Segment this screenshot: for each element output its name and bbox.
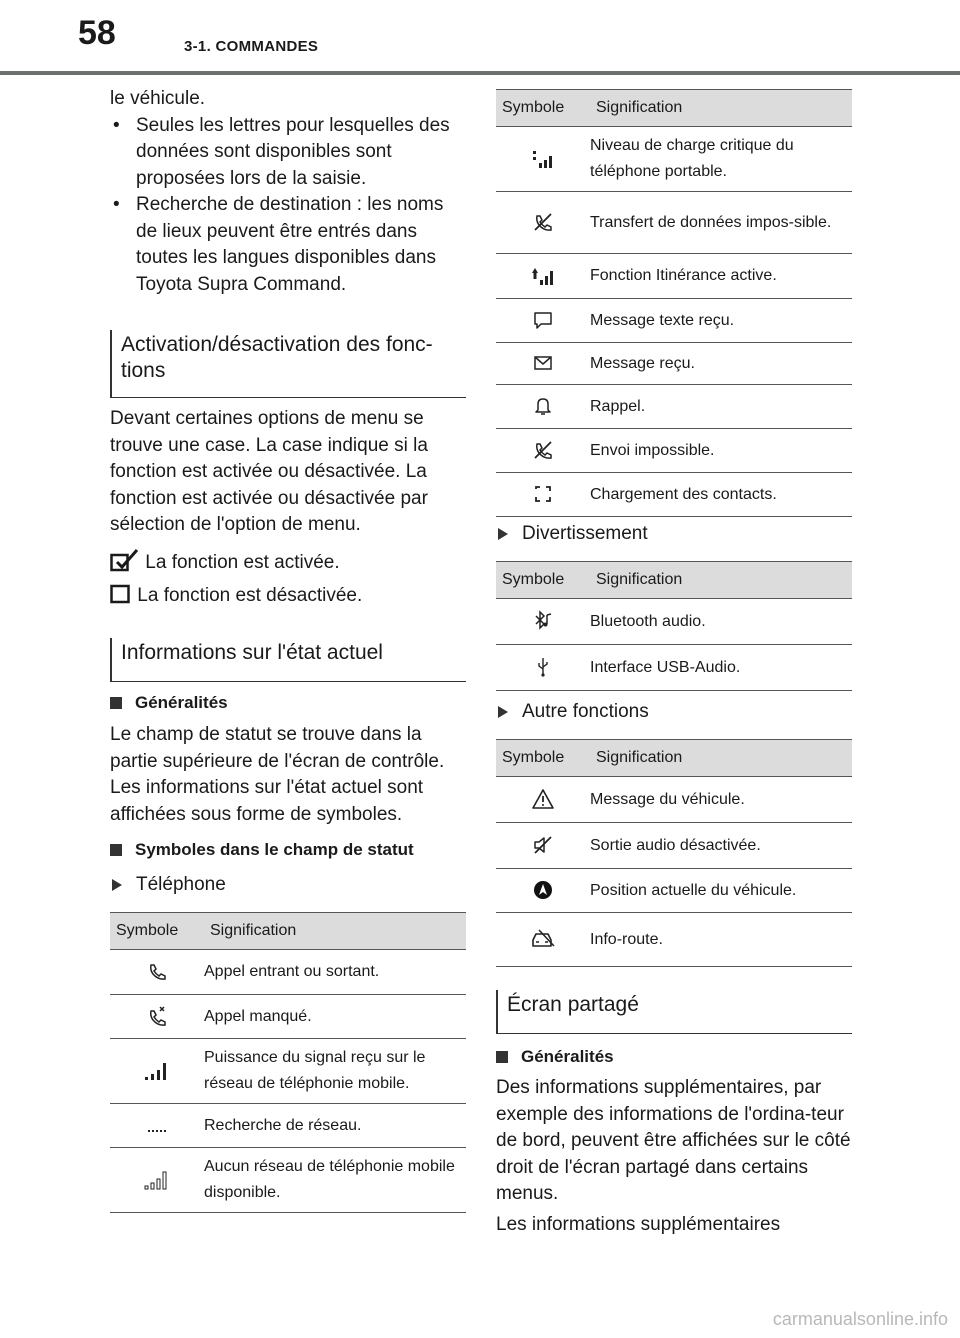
table-row: [496, 645, 852, 691]
other-functions-heading: Autre fonctions: [496, 700, 649, 724]
table-cell-text: Aucun réseau de téléphonie mobile disponible.: [204, 1148, 466, 1213]
transfer-impossible-icon: [532, 211, 554, 233]
other-symbol-table: [496, 739, 852, 967]
heading-status-text: Informations sur l'état actuel: [121, 641, 383, 664]
text-message-icon: [532, 309, 554, 331]
warning-triangle-icon: [531, 788, 555, 810]
col-meaning-header: Signification: [590, 90, 852, 127]
heading-split-text: Écran partagé: [507, 993, 639, 1016]
table-cell-text: Position actuelle du véhicule.: [590, 869, 852, 913]
table-cell-text: Puissance du signal reçu sur le réseau de téléphonie mobile.: [204, 1039, 466, 1104]
heading-status: [110, 638, 466, 682]
col-symbol-header: Symbole: [110, 913, 204, 950]
table-row: [496, 254, 852, 299]
symbols-heading: Symboles dans le champ de statut: [110, 839, 414, 861]
checked-label: La fonction est activée.: [145, 552, 340, 573]
bullet-item: • Recherche de destination : les noms de lieux peuvent être entrés dans toutes les langues disponibles dans Toyota Supra Command.: [110, 192, 466, 298]
heading-split-screen: [496, 990, 852, 1034]
table-row: [496, 823, 852, 869]
checked-line: [110, 548, 340, 575]
table-row: [110, 950, 466, 995]
table-cell-text: Message reçu.: [590, 343, 852, 385]
split-text-2: Les informations supplémentaires: [496, 1214, 781, 1235]
bullet-item: • Seules les lettres pour lesquelles des données sont disponibles sont proposées lors de la saisie.: [110, 113, 466, 193]
table-cell-text: Appel entrant ou sortant.: [204, 950, 466, 995]
table-cell-text: Info-route.: [590, 913, 852, 967]
table-cell-text: Appel manqué.: [204, 995, 466, 1039]
envelope-icon: [532, 352, 554, 374]
header-divider: [0, 71, 960, 75]
split-general-heading: Généralités: [496, 1046, 614, 1068]
col-symbol-header: Symbole: [496, 562, 590, 599]
table-row: [496, 429, 852, 473]
col-meaning-header: Signification: [590, 562, 852, 599]
bluetooth-audio-icon: [531, 610, 555, 632]
table-row: [496, 385, 852, 429]
table-row: [110, 1104, 466, 1148]
table-row: [496, 473, 852, 517]
table-cell-text: Rappel.: [590, 385, 852, 429]
table-header-row: [110, 913, 466, 950]
no-network-icon: [143, 1169, 171, 1191]
table-header-row: [496, 740, 852, 777]
table-cell-text: Envoi impossible.: [590, 429, 852, 473]
general-heading: Généralités: [110, 692, 228, 714]
phone-symbol-table-continued: [496, 89, 852, 517]
send-impossible-icon: [532, 439, 554, 461]
table-header-row: [496, 562, 852, 599]
vehicle-position-icon: [532, 879, 554, 901]
phone-symbol-table: [110, 912, 466, 1213]
table-row: [496, 913, 852, 967]
table-row: [496, 299, 852, 343]
traffic-info-icon: [530, 928, 556, 950]
missed-call-icon: [146, 1005, 168, 1027]
signal-strength-icon: [143, 1060, 171, 1082]
entertainment-symbol-table: [496, 561, 852, 691]
table-row: [496, 599, 852, 645]
table-cell-text: Recherche de réseau.: [204, 1104, 466, 1148]
col-symbol-header: Symbole: [496, 740, 590, 777]
heading-activation: [110, 330, 466, 398]
intro-text: le véhicule.: [110, 88, 206, 109]
network-search-icon: [146, 1114, 168, 1136]
table-cell-text: Message texte reçu.: [590, 299, 852, 343]
table-row: [110, 995, 466, 1039]
usb-icon: [532, 656, 554, 678]
checkbox-empty-icon: [110, 583, 132, 605]
table-cell-text: Message du véhicule.: [590, 777, 852, 823]
section-title: 3-1. COMMANDES: [184, 38, 319, 55]
table-row: [496, 777, 852, 823]
general-text: Le champ de statut se trouve dans la partie supérieure de l'écran de contrôle. Les informations sur l'état actuel sont affichées sous forme de symboles.: [110, 724, 445, 825]
col-meaning-header: Signification: [590, 740, 852, 777]
table-cell-text: Sortie audio désactivée.: [590, 823, 852, 869]
table-row: [496, 869, 852, 913]
heading-activation-text: Activation/désactivation des fonc-tions: [121, 333, 433, 382]
table-row: [110, 1148, 466, 1213]
table-row: [110, 1039, 466, 1104]
page-header: [0, 0, 960, 76]
battery-critical-icon: [531, 148, 555, 170]
table-row: [496, 127, 852, 192]
table-cell-text: Niveau de charge critique du téléphone portable.: [590, 127, 852, 192]
activation-text: Devant certaines options de menu se trouve une case. La case indique si la fonction est activée ou désactivée. La fonction est activée ou désactivée par sélection de l'option de menu.: [110, 408, 428, 535]
table-row: [496, 192, 852, 254]
roaming-icon: [530, 265, 556, 287]
table-cell-text: Fonction Itinérance active.: [590, 254, 852, 299]
col-symbol-header: Symbole: [496, 90, 590, 127]
bell-icon: [532, 395, 554, 417]
table-cell-text: Bluetooth audio.: [590, 599, 852, 645]
table-cell-text: Transfert de données impos-sible.: [590, 192, 852, 254]
col-meaning-header: Signification: [204, 913, 466, 950]
checkbox-checked-icon: [110, 548, 140, 572]
page-number: 58: [78, 14, 116, 52]
table-header-row: [496, 90, 852, 127]
phone-heading: Téléphone: [110, 873, 226, 897]
table-cell-text: Interface USB-Audio.: [590, 645, 852, 691]
audio-off-icon: [532, 834, 554, 856]
table-row: [496, 343, 852, 385]
unchecked-label: La fonction est désactivée.: [137, 585, 363, 606]
entertainment-heading: Divertissement: [496, 522, 648, 546]
phone-call-icon: [146, 961, 168, 983]
split-text-1: Des informations supplémentaires, par exemple des informations de l'ordina-teur de bord, peuvent être affichées sur le côté droit de l'écran partagé dans certains menus.: [496, 1077, 851, 1204]
table-cell-text: Chargement des contacts.: [590, 473, 852, 517]
unchecked-line: [110, 583, 362, 608]
watermark: carmanualsonline.info: [772, 1309, 948, 1329]
contacts-loading-icon: [532, 483, 554, 505]
